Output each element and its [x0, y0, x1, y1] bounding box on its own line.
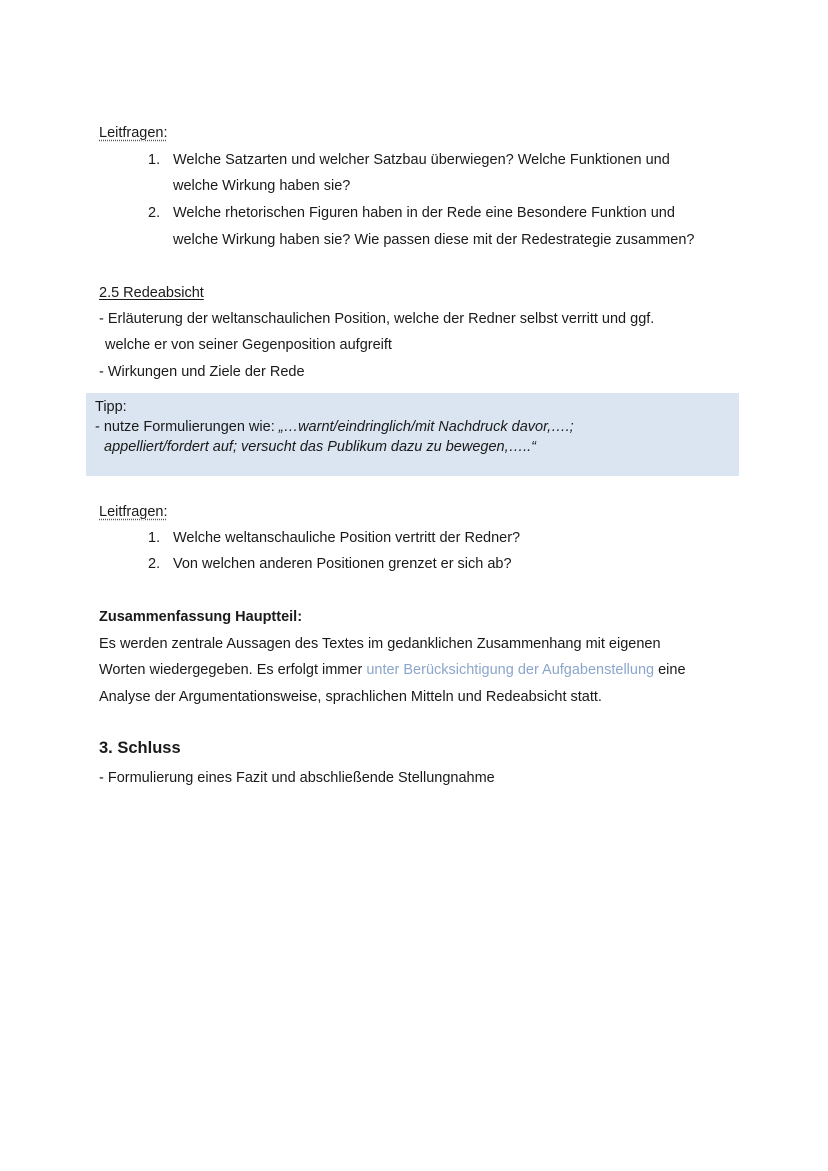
- tip-example: appelliert/fordert auf; versucht das Publikum dazu zu bewegen,…..“: [104, 439, 537, 455]
- list-item-text: Welche Satzarten und welcher Satzbau überwiegen? Welche Funktionen und: [173, 152, 670, 168]
- summary-text: eine: [654, 662, 686, 678]
- list-item-text: welche Wirkung haben sie?: [173, 178, 351, 194]
- bullet-text: - Erläuterung der weltanschaulichen Position, welche der Redner selbst verritt und ggf.: [99, 311, 655, 327]
- tip-line: [95, 419, 574, 435]
- list-item-text: Welche rhetorischen Figuren haben in der Rede eine Besondere Funktion und: [173, 205, 675, 221]
- leitfragen-heading-1: Leitfragen:: [99, 125, 168, 141]
- bullet-text: - Wirkungen und Ziele der Rede: [99, 364, 305, 380]
- tip-example: „…warnt/eindringlich/mit Nachdruck davor,….;: [278, 419, 574, 435]
- tip-text: - nutze Formulierungen wie:: [95, 419, 279, 435]
- summary-text-line: [99, 662, 686, 678]
- conclusion-heading: 3. Schluss: [99, 739, 181, 757]
- list-item-text: Von welchen anderen Positionen grenzet er sich ab?: [173, 556, 512, 572]
- section-heading-redeabsicht: 2.5 Redeabsicht: [99, 285, 204, 301]
- list-number: 1.: [148, 530, 161, 546]
- bullet-text: - Formulierung eines Fazit und abschließende Stellungnahme: [99, 770, 495, 786]
- list-item-text: welche Wirkung haben sie? Wie passen diese mit der Redestrategie zusammen?: [173, 232, 695, 248]
- list-number: 1.: [148, 152, 161, 168]
- summary-text: Worten wiedergegeben. Es erfolgt immer: [99, 662, 367, 678]
- summary-text: Es werden zentrale Aussagen des Textes im gedanklichen Zusammenhang mit eigenen: [99, 636, 661, 652]
- summary-heading: Zusammenfassung Hauptteil:: [99, 609, 303, 625]
- list-number: 2.: [148, 556, 161, 572]
- list-item-text: Welche weltanschauliche Position vertritt der Redner?: [173, 530, 521, 546]
- tip-label: Tipp:: [95, 399, 127, 415]
- bullet-text: welche er von seiner Gegenposition aufgreift: [105, 337, 392, 353]
- leitfragen-heading-2: Leitfragen:: [99, 504, 168, 520]
- assignment-reference-link[interactable]: unter Berücksichtigung der Aufgabenstellung: [366, 662, 655, 678]
- list-number: 2.: [148, 205, 161, 221]
- summary-text: Analyse der Argumentationsweise, sprachlichen Mitteln und Redeabsicht statt.: [99, 689, 602, 705]
